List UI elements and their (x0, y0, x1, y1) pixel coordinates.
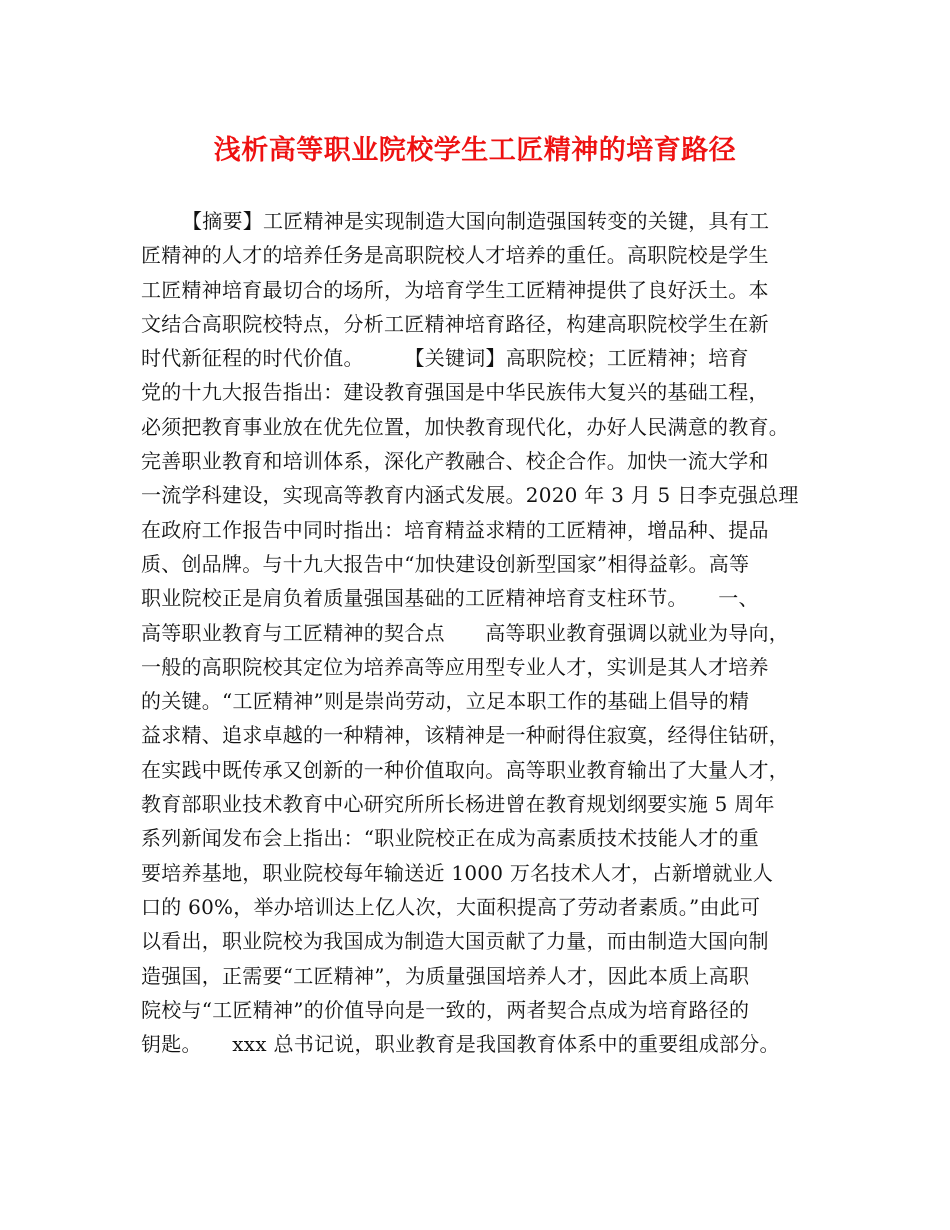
body-line: 匠精神的人才的培养任务是高职院校人才培养的重任。高职院校是学生 (141, 243, 769, 268)
document-title: 浅析高等职业院校学生工匠精神的培育路径 (213, 135, 737, 166)
body-line: 党的十九大报告指出：建设教育强国是中华民族伟大复兴的基础工程， (141, 380, 769, 405)
body-line: 要培养基地，职业院校每年输送近 1000 万名技术人才，占新增就业人 (141, 860, 774, 885)
body-line: 质、创品牌。与十九大报告中“加快建设创新型国家”相得益彰。高等 (141, 551, 750, 576)
body-line: 时代新征程的时代价值。 【关键词】高职院校；工匠精神；培育 (141, 346, 749, 371)
body-line: 文结合高职院校特点，分析工匠精神培育路径，构建高职院校学生在新 (141, 311, 769, 336)
body-line: 口的 60%，举办培训达上亿人次，大面积提高了劳动者素质。”由此可 (141, 894, 761, 919)
body-line: 高等职业教育与工匠精神的契合点 高等职业教育强调以就业为导向， (141, 620, 789, 645)
body-line: 造强国，正需要“工匠精神”，为质量强国培养人才，因此本质上高职 (141, 963, 750, 988)
body-line: 在政府工作报告中同时指出：培育精益求精的工匠精神，增品种、提品 (141, 517, 769, 542)
document-body (141, 204, 841, 1061)
body-line: 工匠精神培育最切合的场所，为培育学生工匠精神提供了良好沃土。本 (141, 277, 769, 302)
body-line: 钥匙。 xxx 总书记说，职业教育是我国教育体系中的重要组成部分。 (141, 1032, 780, 1057)
body-line: 一流学科建设，实现高等教育内涵式发展。2020 年 3 月 5 日李克强总理 (141, 483, 799, 508)
body-line: 以看出，职业院校为我国成为制造大国贡献了力量，而由制造大国向制 (141, 929, 769, 954)
body-line: 院校与“工匠精神”的价值导向是一致的，两者契合点成为培育路径的 (141, 997, 750, 1022)
body-line: 职业院校正是肩负着质量强国基础的工匠精神培育支柱环节。 一、 (141, 586, 759, 611)
body-line: 一般的高职院校其定位为培养高等应用型专业人才，实训是其人才培养 (141, 654, 769, 679)
body-line: 在实践中既传承又创新的一种价值取向。高等职业教育输出了大量人才， (141, 757, 789, 782)
body-line: 益求精、追求卓越的一种精神，该精神是一种耐得住寂寞，经得住钻研， (141, 723, 789, 748)
body-line: 完善职业教育和培训体系，深化产教融合、校企合作。加快一流大学和 (141, 449, 769, 474)
body-line: 必须把教育事业放在优先位置，加快教育现代化，办好人民满意的教育。 (141, 414, 789, 439)
body-line: 【摘要】工匠精神是实现制造大国向制造强国转变的关键，具有工 (182, 209, 770, 233)
body-line: 系列新闻发布会上指出：“职业院校正在成为高素质技术技能人才的重 (141, 826, 759, 851)
body-line: 教育部职业技术教育中心研究所所长杨进曾在教育规划纲要实施 5 周年 (141, 792, 775, 817)
body-line: 的关键。“工匠精神”则是崇尚劳动，立足本职工作的基础上倡导的精 (141, 689, 750, 714)
